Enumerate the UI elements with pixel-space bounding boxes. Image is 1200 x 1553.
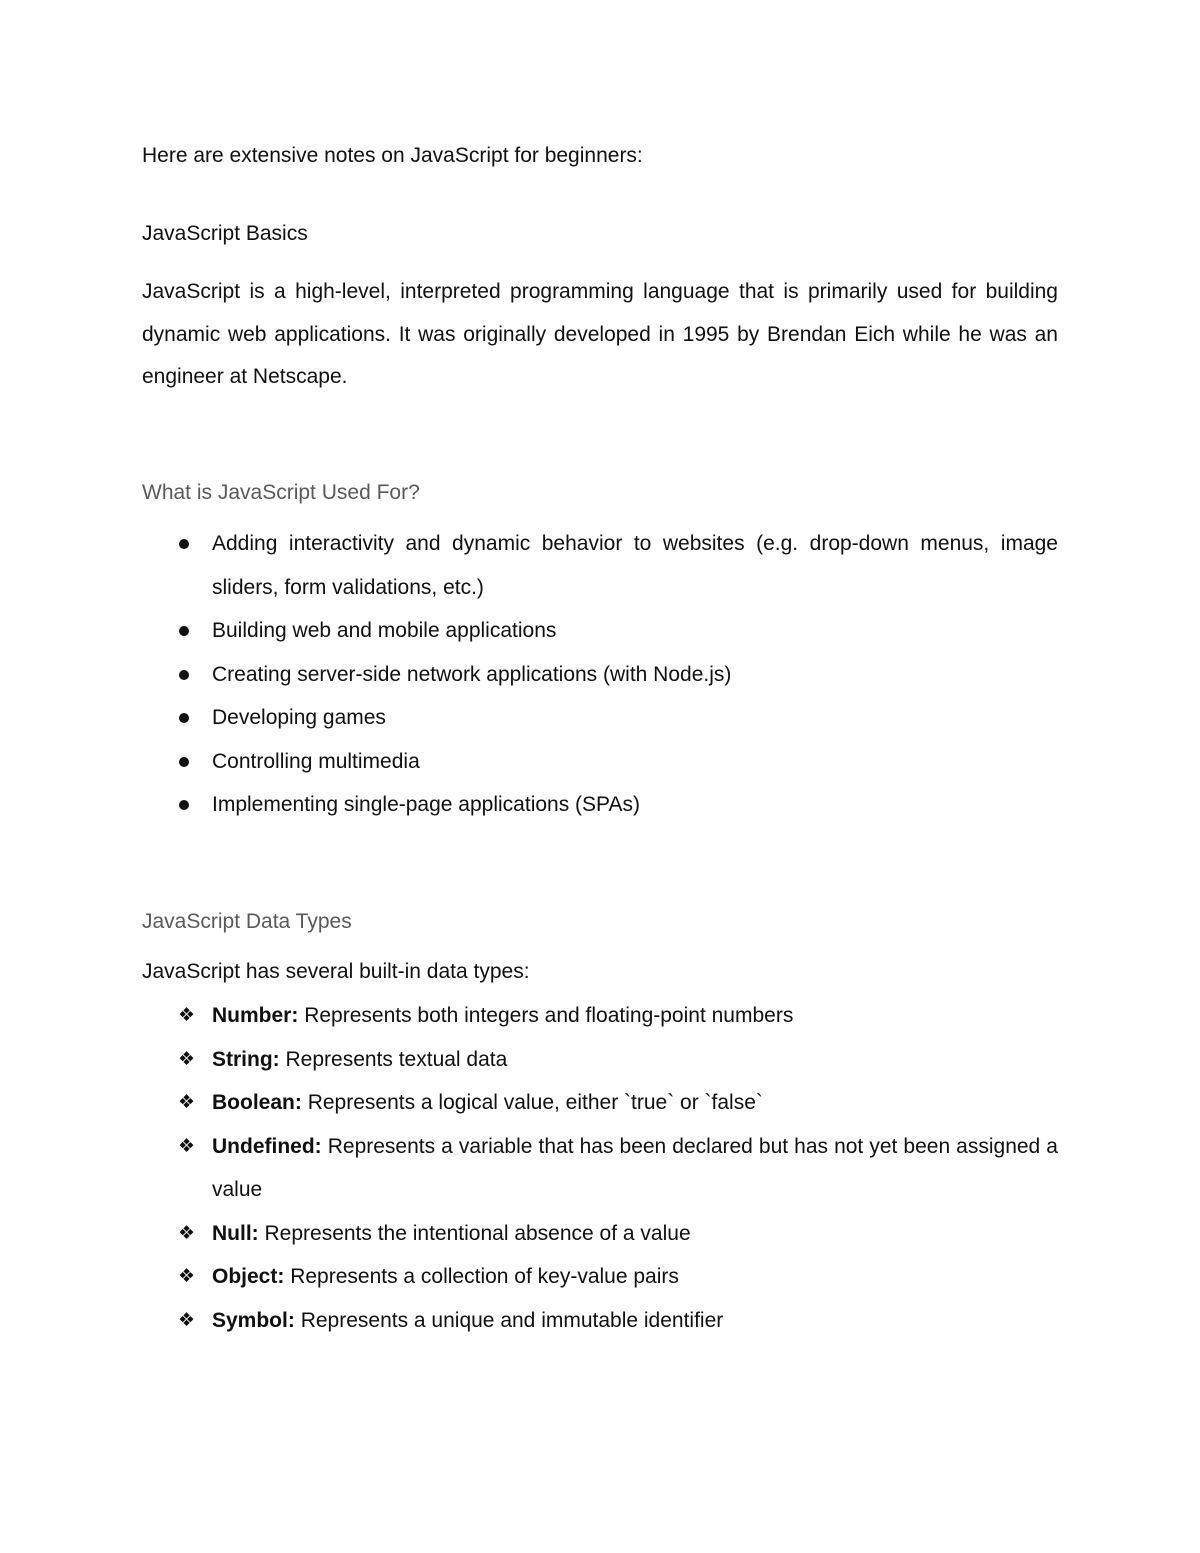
- four-diamond-bullet-icon: ❖: [178, 1047, 196, 1070]
- intro-text: Here are extensive notes on JavaScript for beginners:: [142, 144, 643, 167]
- bullet-dot-icon: [179, 713, 189, 723]
- four-diamond-bullet-icon: ❖: [178, 1004, 196, 1026]
- type-description: Represents the intentional absence of a value: [264, 1221, 691, 1245]
- uses-list: [142, 522, 1058, 827]
- list-item-text: Implementing single-page applications (SPAs): [212, 793, 640, 816]
- bullet-dot-icon: [179, 670, 189, 680]
- type-term: String:: [212, 1047, 280, 1071]
- list-item: [142, 1081, 1058, 1125]
- list-item: [142, 1212, 1058, 1256]
- type-description: Represents a variable that has been declared but has not yet been assigned a value: [212, 1134, 1058, 1201]
- list-item: [142, 1038, 1058, 1082]
- list-item: [142, 994, 1058, 1038]
- list-item-text: Creating server-side network applications (with Node.js): [212, 662, 732, 686]
- type-description: Represents a unique and immutable identifier: [300, 1308, 724, 1332]
- type-term: Null:: [212, 1221, 259, 1245]
- four-diamond-bullet-icon: ❖: [178, 1134, 196, 1157]
- four-diamond-bullet-icon: ❖: [178, 1308, 196, 1331]
- type-term: Object:: [212, 1265, 285, 1288]
- list-item: [142, 653, 1058, 697]
- type-description: Represents textual data: [285, 1047, 508, 1071]
- type-description: Represents both integers and floating-point numbers: [304, 1004, 794, 1027]
- bullet-dot-icon: [179, 800, 189, 810]
- type-description: Represents a logical value, either `true` or `false`: [307, 1091, 763, 1114]
- list-item: [142, 740, 1058, 784]
- bullet-dot-icon: [179, 757, 189, 767]
- list-item: [142, 609, 1058, 653]
- type-description: Represents a collection of key-value pairs: [290, 1265, 679, 1288]
- list-item-text: Controlling multimedia: [212, 749, 420, 773]
- bullet-dot-icon: [179, 539, 189, 549]
- type-term: Boolean:: [212, 1091, 302, 1114]
- list-item: [142, 522, 1058, 609]
- heading-javascript-basics: JavaScript Basics: [142, 222, 308, 245]
- list-item-text: Adding interactivity and dynamic behavior to websites (e.g. drop-down menus, image sliders, form validations, etc.): [212, 532, 1058, 599]
- four-diamond-bullet-icon: ❖: [178, 1265, 196, 1287]
- heading-uses: What is JavaScript Used For?: [142, 481, 420, 504]
- four-diamond-bullet-icon: ❖: [178, 1221, 196, 1244]
- list-item: [142, 696, 1058, 740]
- four-diamond-bullet-icon: ❖: [178, 1091, 196, 1113]
- list-item: [142, 1125, 1058, 1212]
- list-item-text: Developing games: [212, 706, 386, 729]
- basics-paragraph: JavaScript is a high-level, interpreted programming language that is primarily used for building dynamic web applications. It was originally developed in 1995 by Brendan Eich while he was an engineer at Netscape.: [142, 280, 1058, 388]
- heading-data-types: JavaScript Data Types: [142, 910, 352, 933]
- type-term: Symbol:: [212, 1308, 295, 1332]
- list-item: [142, 1299, 1058, 1343]
- type-term: Number:: [212, 1004, 299, 1027]
- data-types-list: [142, 994, 1058, 1342]
- list-item: [142, 1255, 1058, 1299]
- data-types-intro: JavaScript has several built-in data types:: [142, 960, 530, 983]
- type-term: Undefined:: [212, 1134, 322, 1158]
- bullet-dot-icon: [179, 626, 189, 636]
- list-item-text: Building web and mobile applications: [212, 619, 557, 642]
- list-item: [142, 783, 1058, 827]
